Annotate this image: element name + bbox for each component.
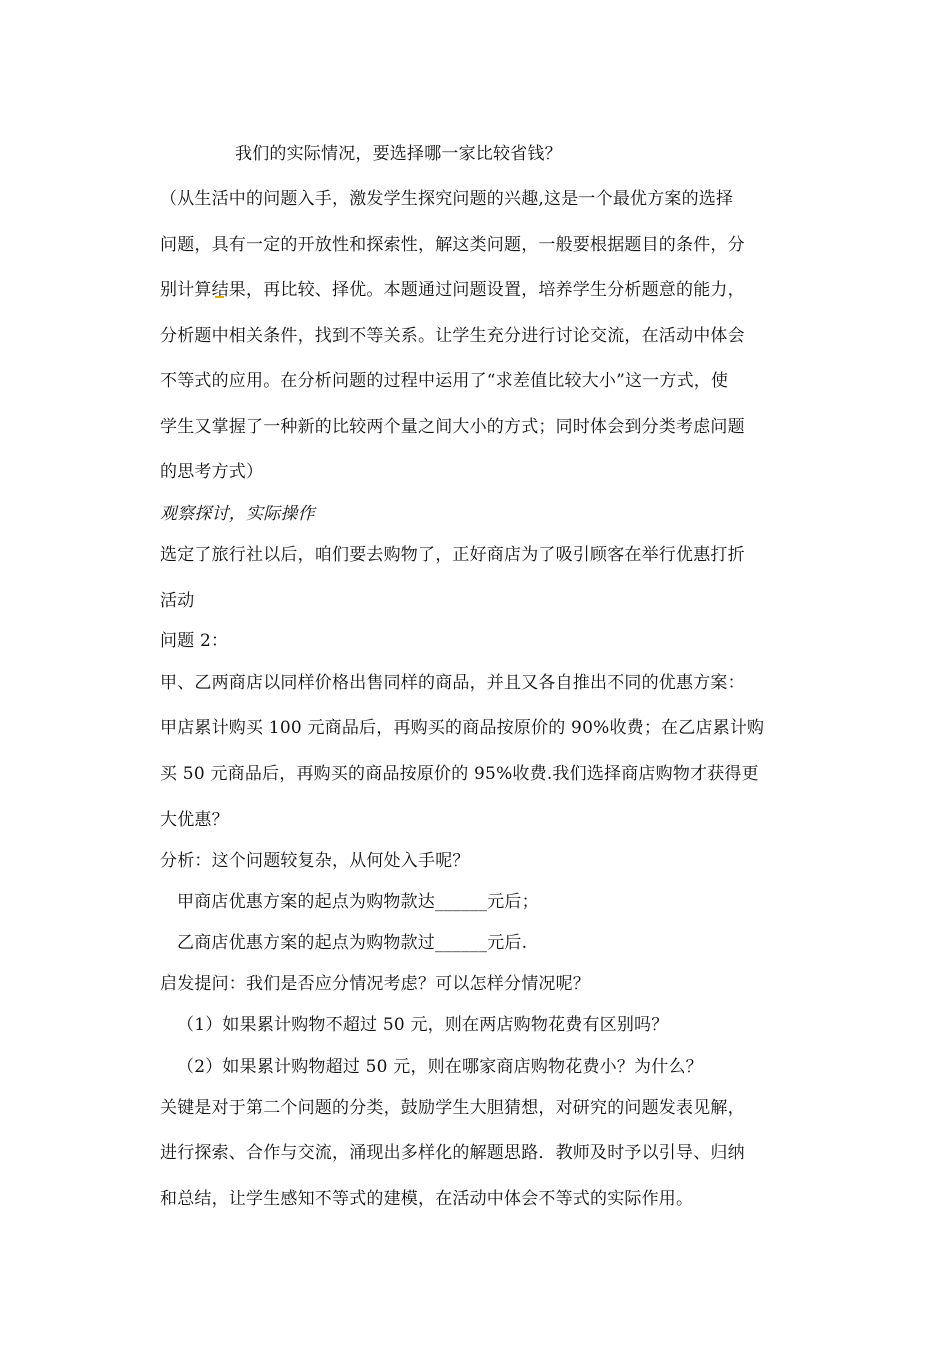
text-line: 进行探索、合作与交流，涌现出多样化的解题思路．教师及时予以引导、归纳 xyxy=(160,1143,745,1163)
text-line: 活动 xyxy=(160,591,195,611)
list-item: （2）如果累计购物超过 50 元，则在哪家商店购物花费小？为什么？ xyxy=(177,1057,703,1077)
text-line: 关键是对于第二个问题的分类，鼓励学生大胆猜想，对研究的问题发表见解， xyxy=(160,1098,745,1118)
question-label: 问题 2： xyxy=(160,631,229,651)
section-heading: 观察探讨，实际操作 xyxy=(160,504,315,524)
text-line: 学生又掌握了一种新的比较两个量之间大小的方式；同时体会到分类考虑问题 xyxy=(160,417,745,437)
text-line: 选定了旅行社以后，咱们要去购物了，正好商店为了吸引顾客在举行优惠打折 xyxy=(160,545,745,565)
text-line: 和总结，让学生感知不等式的建模，在活动中体会不等式的实际作用。 xyxy=(160,1189,694,1209)
text-line: 别计算结果，再比较、择优。本题通过问题设置，培养学生分析题意的能力， xyxy=(160,280,745,300)
text-line: 分析题中相关条件，找到不等关系。让学生充分进行讨论交流，在活动中体会 xyxy=(160,326,745,346)
fill-blank-line: 乙商店优惠方案的起点为购物款过______元后. xyxy=(177,933,528,953)
text-line: 的思考方式） xyxy=(160,462,264,482)
text-line: 分析：这个问题较复杂，从何处入手呢？ xyxy=(160,851,470,871)
list-item: （1）如果累计购物不超过 50 元，则在两店购物花费有区别吗？ xyxy=(177,1015,669,1035)
text-line: 甲店累计购买 100 元商品后，再购买的商品按原价的 90%收费；在乙店累计购 xyxy=(160,718,765,738)
text-line: 大优惠？ xyxy=(160,810,229,830)
text-line: （从生活中的问题入手，激发学生探究问题的兴趣,这是一个最优方案的选择 xyxy=(160,189,734,209)
text-line: 我们的实际情况，要选择哪一家比较省钱？ xyxy=(235,144,562,164)
text-line: 买 50 元商品后，再购买的商品按原价的 95%收费.我们选择商店购物才获得更 xyxy=(160,764,759,784)
text-line: 问题，具有一定的开放性和探索性，解这类问题，一般要根据题目的条件，分 xyxy=(160,235,745,255)
text-line: 甲、乙两商店以同样价格出售同样的商品，并且又各自推出不同的优惠方案： xyxy=(160,673,745,693)
yellow-mark xyxy=(215,293,224,298)
fill-blank-line: 甲商店优惠方案的起点为购物款达______元后； xyxy=(177,892,539,912)
text-line: 不等式的应用。在分析问题的过程中运用了“求差值比较大小”这一方式，使 xyxy=(160,371,729,391)
text-line: 启发提问：我们是否应分情况考虑？可以怎样分情况呢？ xyxy=(160,974,590,994)
